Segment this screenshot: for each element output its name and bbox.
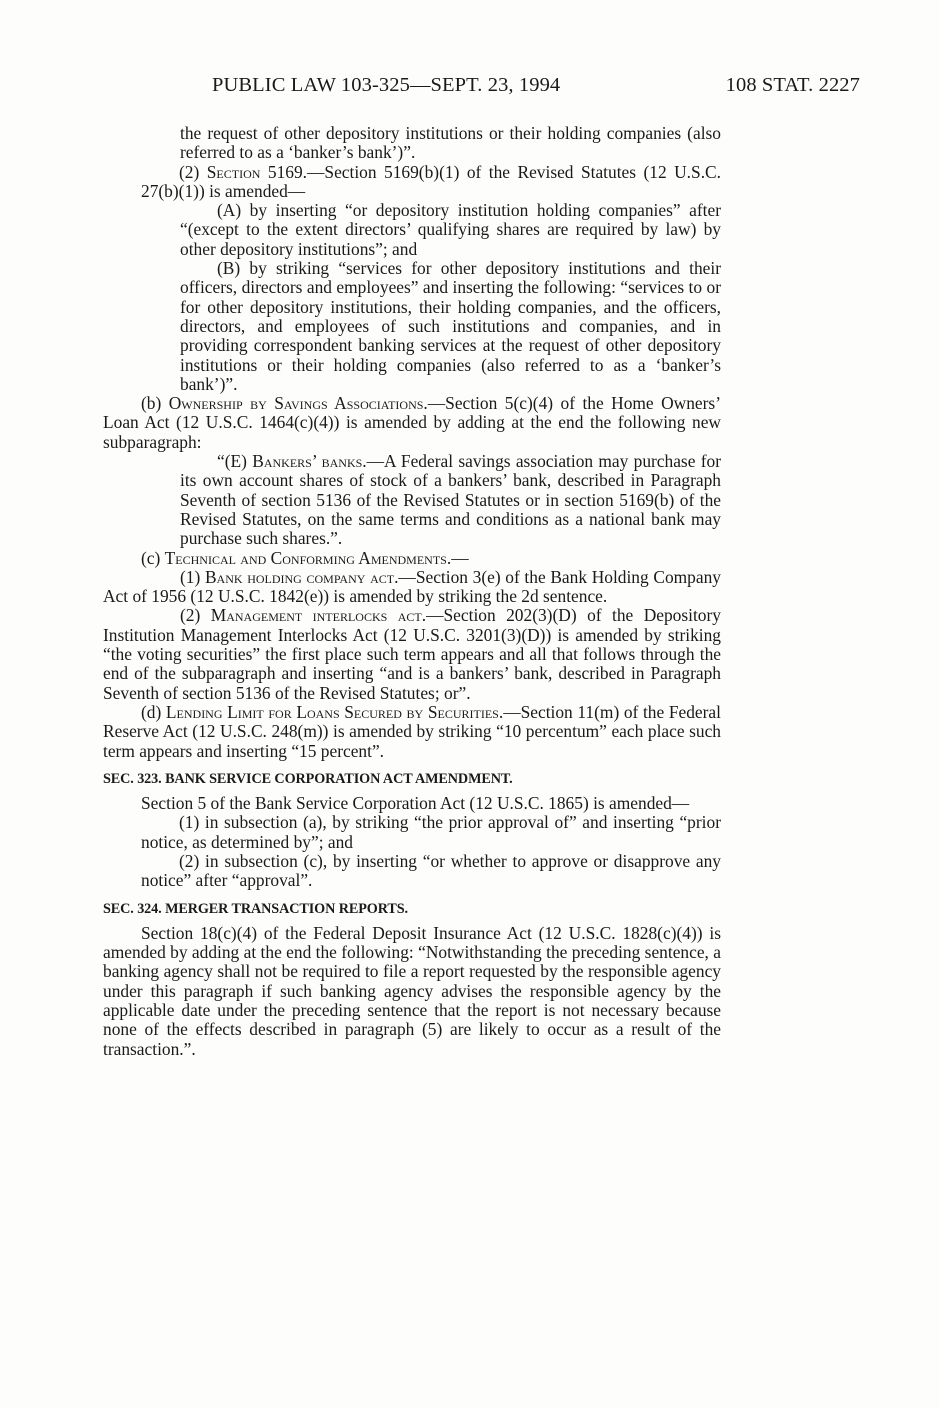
paragraph-heading: Section 5169. <box>206 161 308 182</box>
paragraph-label: (b) <box>141 393 169 414</box>
paragraph-heading: Lending Limit for Loans Secured by Securities. <box>165 701 504 722</box>
paragraph-text: —Section 5169(b)(1) of the Revised Statutes (12 U.S.C. 27(b)(1)) is amended— <box>141 161 721 201</box>
paragraph-heading: Technical and Conforming Amendments. <box>164 547 452 568</box>
page-header-stat: 108 STAT. 2227 <box>725 74 860 96</box>
paragraph: (1) in subsection (a), by striking “the prior approval of” and inserting “prior notice, as determined by”; and <box>141 812 721 852</box>
paragraph-text: —Section 202(3)(D) of the Depository Institution Management Interlocks Act (12 U.S.C. 3201(3)(D)) is amended by striking “the voting securities” the first place such term appears and all that follows through the end of the subparagraph and inserting “and is a bankers’ bank, described in Paragraph Seventh of section 5136 of the Revised Statutes; or”. <box>103 605 721 703</box>
section-heading: SEC. 323. BANK SERVICE CORPORATION ACT AMENDMENT. <box>103 770 513 787</box>
paragraph <box>103 163 721 202</box>
paragraph-label: (1) <box>180 566 205 587</box>
paragraph <box>103 568 721 607</box>
paragraph-label: “(E) <box>217 451 253 472</box>
paragraph-heading: Ownership by Savings Associations. <box>168 393 428 414</box>
document-body <box>103 124 721 1059</box>
paragraph: Section 5 of the Bank Service Corporation Act (12 U.S.C. 1865) is amended— <box>141 793 690 814</box>
paragraph-label: (d) <box>141 701 166 722</box>
paragraph-text: —A Federal savings association may purchase for its own account shares of stock of a bankers’ bank, described in Paragraph Seventh of section 5136 of the Revised Statutes or in section 5169(b) of the Revised Statutes, on the same terms and conditions as a national bank may purchase such shares.”. <box>180 451 721 549</box>
paragraph-text: —Section 5(c)(4) of the Home Owners’ Loan Act (12 U.S.C. 1464(c)(4)) is amended by adding at the end the following new subparagraph: <box>103 393 721 452</box>
page-header <box>212 74 860 104</box>
paragraph-label: (2) <box>180 605 211 626</box>
paragraph: Section 18(c)(4) of the Federal Deposit Insurance Act (12 U.S.C. 1828(c)(4)) is amended by adding at the end the following: “Notwithstanding the preceding sentence, a banking agency shall not be required to file a report requested by the responsible agency under this paragraph if such banking agency advises the responsible agency by the applicable date under the preceding sentence that the report is not necessary because none of the effects described in paragraph (5) are likely to occur as a result of the transaction.”. <box>103 922 721 1059</box>
section-heading: SEC. 324. MERGER TRANSACTION REPORTS. <box>103 900 408 917</box>
paragraph: the request of other depository institutions or their holding companies (also referred to as a ‘banker’s bank’)”. <box>180 123 721 163</box>
paragraph-label: (2) <box>179 161 207 182</box>
paragraph <box>103 549 721 568</box>
paragraph-text: —Section 11(m) of the Federal Reserve Act (12 U.S.C. 248(m)) is amended by striking “10 percentum” each place such term appears and inserting “15 percent”. <box>103 701 721 761</box>
paragraph <box>103 703 721 761</box>
paragraph-heading: Management interlocks act. <box>210 605 427 626</box>
paragraph <box>103 606 721 702</box>
paragraph: (2) in subsection (c), by inserting “or whether to approve or disapprove any notice” after “approval”. <box>141 850 721 891</box>
paragraph <box>103 394 721 452</box>
paragraph-label: (c) <box>141 547 165 568</box>
paragraph: (B) by striking “services for other depository institutions and their officers, directors and employees” and inserting the following: “services to or for other depository institutions, their holding companies, and the officers, directors, and employees of such institutions and companies, and in providing correspondent banking services at the request of other depository institutions or their holding companies (also referred to as a ‘banker’s bank’)”. <box>180 258 721 394</box>
paragraph-text: —Section 3(e) of the Bank Holding Company Act of 1956 (12 U.S.C. 1842(e)) is amended by striking the 2d sentence. <box>103 566 721 607</box>
paragraph <box>103 452 721 548</box>
page-header-title: PUBLIC LAW 103-325—SEPT. 23, 1994 <box>212 74 561 96</box>
paragraph-heading: Bankers’ banks. <box>252 451 367 472</box>
paragraph-heading: Bank holding company act. <box>204 566 399 587</box>
paragraph-text: — <box>451 547 469 568</box>
paragraph: (A) by inserting “or depository institution holding companies” after “(except to the extent directors’ qualifying shares are required by law) by other depository institutions”; and <box>180 200 721 259</box>
